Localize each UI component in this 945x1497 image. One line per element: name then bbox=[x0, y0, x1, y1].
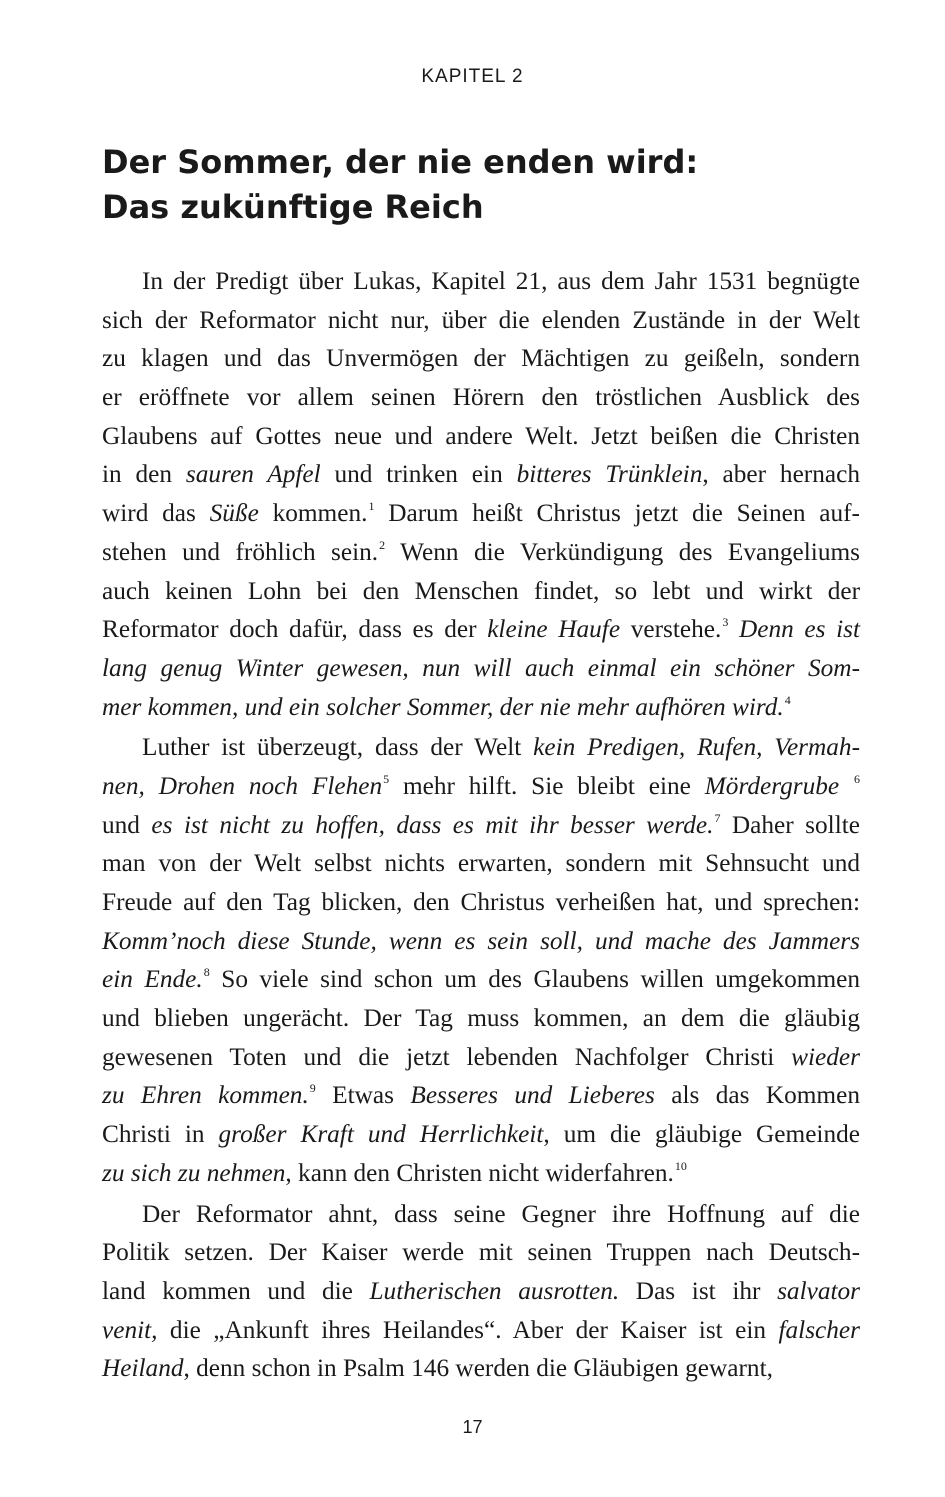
italic-text: zu sich zu nehmen bbox=[102, 1158, 286, 1187]
text-segment bbox=[839, 772, 853, 800]
text-line bbox=[102, 572, 860, 611]
footnote-marker: 9 bbox=[309, 1081, 316, 1096]
text-segment bbox=[728, 615, 739, 643]
text-segment: Darum heißt Christus jetzt die Seinen auf- bbox=[374, 499, 860, 528]
text-segment: So viele sind schon um des Glaubens willen umgekommen bbox=[209, 965, 861, 994]
text-segment: , denn schon in Psalm 146 werden die Gläubigen gewarnt, bbox=[183, 1354, 773, 1383]
chapter-title bbox=[102, 140, 862, 230]
text-segment: er eröffnete vor allem seinen Hörern den tröstlichen Ausblick des bbox=[102, 383, 860, 412]
text-line bbox=[102, 378, 860, 417]
body-paragraph bbox=[102, 262, 860, 726]
text-segment: in den bbox=[102, 460, 186, 489]
text-segment: land kommen und die bbox=[102, 1276, 370, 1305]
italic-text: Mördergrube bbox=[704, 771, 840, 800]
text-segment: In der Predigt über Lukas, Kapitel 21, aus dem Jahr 1531 begnügte bbox=[142, 267, 860, 295]
italic-text: kein Predigen, Rufen, Vermah- bbox=[533, 733, 861, 762]
text-segment: Christi in bbox=[102, 1120, 219, 1149]
italic-text: Lutherischen ausrotten. bbox=[369, 1276, 620, 1305]
italic-text: Heiland bbox=[102, 1354, 184, 1383]
text-segment: Etwas bbox=[315, 1081, 411, 1110]
footnote-marker: 5 bbox=[383, 771, 390, 786]
italic-text: ein Ende. bbox=[102, 965, 203, 994]
body-paragraph bbox=[102, 1195, 860, 1388]
text-line bbox=[102, 1272, 860, 1311]
running-head-chapter: KAPITEL 2 bbox=[421, 66, 524, 87]
italic-text: zu Ehren kommen. bbox=[102, 1081, 309, 1110]
footnote-marker: 7 bbox=[714, 810, 721, 825]
text-line bbox=[102, 1076, 860, 1115]
text-segment: Daher sollte bbox=[720, 810, 860, 839]
footnote-marker: 2 bbox=[379, 537, 386, 552]
footnote-marker: 10 bbox=[674, 1158, 687, 1173]
chapter-title-line-2: Das zukünftige Reich bbox=[102, 188, 484, 226]
text-line bbox=[102, 999, 860, 1038]
text-line bbox=[102, 688, 860, 727]
text-segment: wird das bbox=[102, 499, 210, 528]
page-number: 17 bbox=[462, 1417, 483, 1437]
text-line bbox=[102, 649, 860, 688]
italic-text: Süße bbox=[209, 499, 259, 528]
text-segment: Der Reformator ahnt, dass seine Gegner ihre Hoffnung auf die bbox=[142, 1199, 860, 1228]
text-line bbox=[102, 767, 860, 806]
italic-text: Denn es ist bbox=[738, 615, 860, 644]
text-segment: Reformator doch dafür, dass es der bbox=[102, 615, 488, 644]
text-line bbox=[102, 1038, 860, 1077]
footnote-marker: 1 bbox=[368, 499, 375, 514]
italic-text: kleine Haufe bbox=[487, 615, 621, 644]
italic-text: falscher bbox=[778, 1315, 860, 1344]
italic-text: es ist nicht zu hoffen, dass es mit ihr besser werde. bbox=[151, 810, 714, 839]
text-line bbox=[102, 1349, 860, 1388]
text-line bbox=[102, 262, 860, 301]
text-segment: und bbox=[102, 810, 152, 839]
text-segment: stehen und fröhlich sein. bbox=[102, 537, 379, 566]
text-line bbox=[102, 806, 860, 845]
text-line bbox=[102, 494, 860, 533]
text-line bbox=[102, 1115, 860, 1154]
text-segment: Politik setzen. Der Kaiser werde mit seinen Truppen nach Deutsch- bbox=[102, 1238, 860, 1267]
text-segment: Freude auf den Tag blicken, den Christus verheißen hat, und sprechen: bbox=[102, 888, 860, 916]
body-text bbox=[102, 262, 860, 1388]
text-segment: Wenn die Verkündigung des Evangeliums bbox=[385, 537, 860, 566]
text-line bbox=[102, 417, 860, 456]
footnote-marker: 8 bbox=[203, 965, 210, 980]
footnote-marker: 4 bbox=[784, 692, 791, 707]
text-line bbox=[102, 1154, 860, 1193]
italic-text: salvator bbox=[777, 1276, 860, 1305]
text-line bbox=[102, 1233, 860, 1272]
text-segment: sich der Reformator nicht nur, über die elenden Zustände in der Welt bbox=[102, 305, 860, 334]
text-line bbox=[102, 883, 860, 922]
text-segment: mehr hilft. Sie bleibt eine bbox=[389, 771, 705, 800]
text-segment: als das Kommen bbox=[654, 1081, 860, 1110]
italic-text: großer Kraft und Herrlichkeit bbox=[218, 1120, 544, 1149]
italic-text: bitteres Trünklein bbox=[516, 460, 703, 489]
italic-text: wieder bbox=[791, 1042, 860, 1071]
text-segment: man von der Welt selbst nichts erwarten, sondern mit Sehnsucht und bbox=[102, 849, 860, 878]
text-segment: , aber hernach bbox=[702, 460, 860, 489]
text-line bbox=[102, 844, 860, 883]
text-segment: Glaubens auf Gottes neue und andere Welt. Jetzt beißen die Christen bbox=[102, 421, 860, 450]
text-line bbox=[102, 301, 860, 340]
text-line bbox=[102, 455, 860, 494]
text-segment: und blieben ungerächt. Der Tag muss kommen, an dem die gläubig bbox=[102, 1004, 860, 1033]
italic-text: Besseres und Lieberes bbox=[410, 1081, 655, 1110]
text-segment: zu klagen und das Unvermögen der Mächtigen zu geißeln, sondern bbox=[102, 344, 860, 373]
text-line bbox=[102, 922, 860, 961]
text-segment: auch keinen Lohn bei den Menschen findet, so lebt und wirkt der bbox=[102, 576, 860, 605]
italic-text: venit, bbox=[102, 1315, 158, 1344]
text-segment: gewesenen Toten und die jetzt lebenden Nachfolger Christi bbox=[102, 1042, 792, 1071]
text-segment: Luther ist überzeugt, dass der Welt bbox=[142, 733, 534, 762]
text-segment: und trinken ein bbox=[320, 460, 517, 489]
text-line bbox=[102, 1311, 860, 1350]
italic-text: Komm’noch diese Stunde, wenn es sein soll, und mache des Jammers bbox=[102, 926, 860, 955]
footnote-marker: 6 bbox=[854, 771, 860, 786]
text-segment: verstehe. bbox=[620, 615, 722, 644]
text-line bbox=[102, 339, 860, 378]
chapter-title-line-1: Der Sommer, der nie enden wird: bbox=[102, 143, 699, 181]
footnote-marker: 3 bbox=[722, 615, 729, 630]
text-line bbox=[102, 610, 860, 649]
text-segment: , kann den Christen nicht widerfahren. bbox=[285, 1158, 674, 1187]
text-line bbox=[102, 1195, 860, 1234]
text-line bbox=[102, 960, 860, 999]
body-paragraph bbox=[102, 728, 860, 1192]
italic-text: lang genug Winter gewesen, nun will auch einmal ein schöner Som- bbox=[102, 653, 860, 682]
text-segment: die „Ankunft ihres Heilandes“. Aber der Kaiser ist ein bbox=[157, 1315, 779, 1344]
italic-text: nen, Drohen noch Flehen bbox=[102, 771, 383, 800]
text-segment: Das ist ihr bbox=[619, 1276, 778, 1305]
text-segment: kommen. bbox=[258, 499, 368, 528]
text-line bbox=[102, 533, 860, 572]
text-line bbox=[102, 728, 860, 767]
italic-text: mer kommen, und ein solcher Sommer, der nie mehr aufhören wird. bbox=[102, 692, 784, 721]
italic-text: sauren Apfel bbox=[185, 460, 321, 489]
text-segment: , um die gläubige Gemeinde bbox=[543, 1120, 860, 1149]
